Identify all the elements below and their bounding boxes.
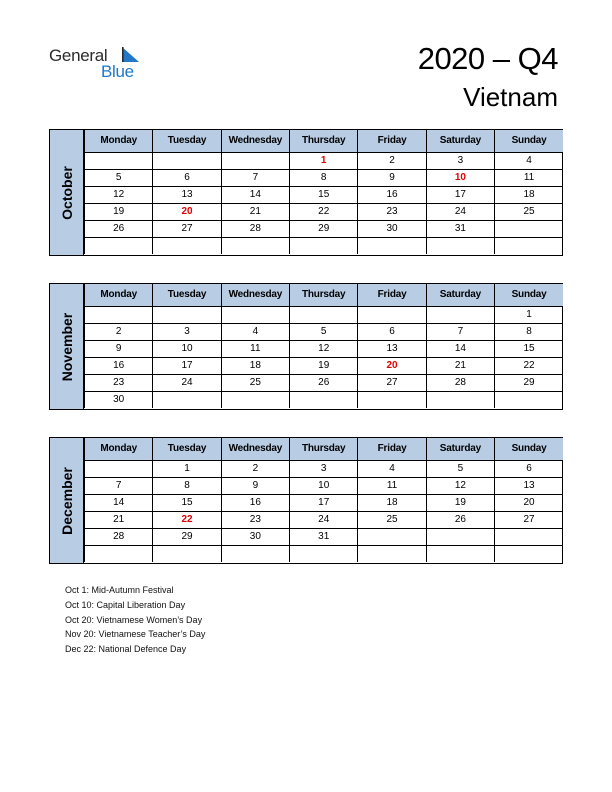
day-cell: 23 bbox=[85, 374, 153, 391]
day-cell bbox=[426, 306, 494, 323]
day-cell: 16 bbox=[221, 494, 289, 511]
day-cell: 1 bbox=[290, 152, 358, 169]
weekday-header: Sunday bbox=[495, 438, 563, 460]
day-cell: 9 bbox=[221, 477, 289, 494]
weekday-header-row bbox=[85, 130, 564, 152]
day-cell: 8 bbox=[153, 477, 221, 494]
week-row bbox=[85, 545, 564, 562]
weekday-header: Monday bbox=[85, 438, 153, 460]
day-cell bbox=[495, 391, 563, 408]
weekday-header: Thursday bbox=[290, 130, 358, 152]
day-cell: 18 bbox=[358, 494, 426, 511]
week-row bbox=[85, 477, 564, 494]
day-cell: 11 bbox=[358, 477, 426, 494]
day-cell bbox=[85, 460, 153, 477]
day-cell: 10 bbox=[153, 340, 221, 357]
day-cell: 10 bbox=[426, 169, 494, 186]
day-cell: 24 bbox=[426, 203, 494, 220]
day-cell: 20 bbox=[153, 203, 221, 220]
day-cell: 31 bbox=[426, 220, 494, 237]
day-cell bbox=[426, 237, 494, 254]
day-cell: 29 bbox=[495, 374, 563, 391]
weekday-header: Tuesday bbox=[153, 284, 221, 306]
day-cell bbox=[495, 528, 563, 545]
day-cell: 12 bbox=[290, 340, 358, 357]
day-cell bbox=[290, 237, 358, 254]
day-cell: 21 bbox=[85, 511, 153, 528]
day-cell bbox=[290, 391, 358, 408]
day-cell: 4 bbox=[495, 152, 563, 169]
weekday-header: Saturday bbox=[426, 438, 494, 460]
holiday-note: Oct 10: Capital Liberation Day bbox=[65, 599, 186, 610]
day-cell: 19 bbox=[85, 203, 153, 220]
page-title: 2020 – Q4 bbox=[417, 41, 558, 76]
day-cell: 17 bbox=[290, 494, 358, 511]
day-cell: 18 bbox=[221, 357, 289, 374]
day-cell: 28 bbox=[426, 374, 494, 391]
day-cell bbox=[153, 237, 221, 254]
month-name: October bbox=[58, 165, 75, 220]
day-cell: 4 bbox=[221, 323, 289, 340]
month-grid bbox=[84, 130, 563, 254]
logo bbox=[49, 44, 149, 84]
day-cell bbox=[358, 545, 426, 562]
day-cell bbox=[495, 545, 563, 562]
day-cell: 25 bbox=[495, 203, 563, 220]
country-name: Vietnam bbox=[463, 82, 558, 112]
weekday-header-row bbox=[85, 438, 564, 460]
day-cell: 23 bbox=[221, 511, 289, 528]
weekday-header: Monday bbox=[85, 284, 153, 306]
day-cell: 19 bbox=[290, 357, 358, 374]
week-row bbox=[85, 494, 564, 511]
day-cell: 5 bbox=[85, 169, 153, 186]
day-cell: 17 bbox=[153, 357, 221, 374]
day-cell: 14 bbox=[221, 186, 289, 203]
day-cell bbox=[358, 528, 426, 545]
week-row bbox=[85, 374, 564, 391]
week-row bbox=[85, 186, 564, 203]
week-row bbox=[85, 169, 564, 186]
day-cell: 26 bbox=[85, 220, 153, 237]
logo-flag-icon bbox=[122, 47, 140, 63]
week-row bbox=[85, 460, 564, 477]
day-cell: 23 bbox=[358, 203, 426, 220]
day-cell bbox=[85, 237, 153, 254]
day-cell: 8 bbox=[290, 169, 358, 186]
weekday-header: Friday bbox=[358, 438, 426, 460]
holiday-note: Nov 20: Vietnamese Teacher’s Day bbox=[65, 629, 206, 640]
day-cell: 15 bbox=[153, 494, 221, 511]
day-cell: 11 bbox=[495, 169, 563, 186]
day-cell: 5 bbox=[290, 323, 358, 340]
day-cell bbox=[85, 545, 153, 562]
calendar-november bbox=[49, 283, 563, 410]
holiday-note: Oct 1: Mid-Autumn Festival bbox=[65, 585, 174, 595]
day-cell: 26 bbox=[426, 511, 494, 528]
day-cell: 15 bbox=[290, 186, 358, 203]
day-cell: 3 bbox=[290, 460, 358, 477]
weekday-header: Saturday bbox=[426, 284, 494, 306]
day-cell: 14 bbox=[85, 494, 153, 511]
day-cell: 30 bbox=[358, 220, 426, 237]
day-cell: 9 bbox=[358, 169, 426, 186]
month-label-box bbox=[50, 130, 84, 255]
day-cell bbox=[426, 545, 494, 562]
day-cell: 11 bbox=[221, 340, 289, 357]
holiday-notes bbox=[65, 583, 205, 657]
day-cell bbox=[221, 152, 289, 169]
weekday-header: Monday bbox=[85, 130, 153, 152]
weekday-header: Tuesday bbox=[153, 130, 221, 152]
day-cell: 25 bbox=[358, 511, 426, 528]
day-cell: 5 bbox=[426, 460, 494, 477]
day-cell bbox=[426, 391, 494, 408]
day-cell: 24 bbox=[153, 374, 221, 391]
month-grid bbox=[84, 438, 563, 562]
day-cell: 22 bbox=[153, 511, 221, 528]
day-cell: 9 bbox=[85, 340, 153, 357]
month-name: December bbox=[58, 466, 75, 535]
month-label-box bbox=[50, 284, 84, 409]
day-cell: 13 bbox=[358, 340, 426, 357]
day-cell bbox=[358, 237, 426, 254]
weekday-header: Friday bbox=[358, 284, 426, 306]
day-cell: 1 bbox=[495, 306, 563, 323]
day-cell: 19 bbox=[426, 494, 494, 511]
day-cell bbox=[153, 545, 221, 562]
day-cell bbox=[495, 237, 563, 254]
day-cell: 4 bbox=[358, 460, 426, 477]
week-row bbox=[85, 391, 564, 408]
day-cell bbox=[290, 306, 358, 323]
day-cell: 16 bbox=[85, 357, 153, 374]
weekday-header: Tuesday bbox=[153, 438, 221, 460]
day-cell bbox=[153, 391, 221, 408]
day-cell: 2 bbox=[358, 152, 426, 169]
day-cell: 13 bbox=[153, 186, 221, 203]
day-cell: 13 bbox=[495, 477, 563, 494]
day-cell: 3 bbox=[426, 152, 494, 169]
day-cell: 18 bbox=[495, 186, 563, 203]
day-cell bbox=[153, 152, 221, 169]
day-cell: 12 bbox=[426, 477, 494, 494]
day-cell: 30 bbox=[221, 528, 289, 545]
day-cell: 27 bbox=[358, 374, 426, 391]
day-cell: 7 bbox=[221, 169, 289, 186]
day-cell bbox=[85, 152, 153, 169]
day-cell: 30 bbox=[85, 391, 153, 408]
day-cell: 29 bbox=[290, 220, 358, 237]
month-name: November bbox=[58, 312, 75, 381]
day-cell: 3 bbox=[153, 323, 221, 340]
week-row bbox=[85, 323, 564, 340]
holiday-note: Oct 20: Vietnamese Women’s Day bbox=[65, 614, 203, 625]
week-row bbox=[85, 237, 564, 254]
weekday-header: Wednesday bbox=[221, 438, 289, 460]
day-cell: 17 bbox=[426, 186, 494, 203]
day-cell: 14 bbox=[426, 340, 494, 357]
day-cell: 27 bbox=[153, 220, 221, 237]
day-cell bbox=[358, 306, 426, 323]
day-cell: 24 bbox=[290, 511, 358, 528]
logo-text-general: General bbox=[49, 46, 108, 65]
day-cell: 21 bbox=[221, 203, 289, 220]
day-cell: 6 bbox=[358, 323, 426, 340]
week-row bbox=[85, 306, 564, 323]
weekday-header: Sunday bbox=[495, 284, 563, 306]
day-cell: 28 bbox=[85, 528, 153, 545]
day-cell: 2 bbox=[85, 323, 153, 340]
week-row bbox=[85, 357, 564, 374]
day-cell bbox=[426, 528, 494, 545]
weekday-header: Wednesday bbox=[221, 284, 289, 306]
month-grid bbox=[84, 284, 563, 408]
weekday-header: Thursday bbox=[290, 284, 358, 306]
day-cell: 27 bbox=[495, 511, 563, 528]
day-cell: 29 bbox=[153, 528, 221, 545]
day-cell: 7 bbox=[426, 323, 494, 340]
weekday-header: Thursday bbox=[290, 438, 358, 460]
week-row bbox=[85, 220, 564, 237]
day-cell: 21 bbox=[426, 357, 494, 374]
day-cell bbox=[290, 545, 358, 562]
week-row bbox=[85, 340, 564, 357]
day-cell bbox=[153, 306, 221, 323]
week-row bbox=[85, 152, 564, 169]
day-cell bbox=[221, 545, 289, 562]
day-cell: 12 bbox=[85, 186, 153, 203]
day-cell: 6 bbox=[153, 169, 221, 186]
day-cell: 8 bbox=[495, 323, 563, 340]
day-cell: 2 bbox=[221, 460, 289, 477]
holiday-note: Dec 22: National Defence Day bbox=[65, 644, 187, 655]
day-cell bbox=[495, 220, 563, 237]
calendar-october bbox=[49, 129, 563, 256]
day-cell: 22 bbox=[495, 357, 563, 374]
day-cell: 7 bbox=[85, 477, 153, 494]
week-row bbox=[85, 511, 564, 528]
weekday-header-row bbox=[85, 284, 564, 306]
weekday-header: Saturday bbox=[426, 130, 494, 152]
day-cell: 25 bbox=[221, 374, 289, 391]
day-cell bbox=[221, 306, 289, 323]
week-row bbox=[85, 528, 564, 545]
week-row bbox=[85, 203, 564, 220]
day-cell: 20 bbox=[358, 357, 426, 374]
day-cell: 15 bbox=[495, 340, 563, 357]
day-cell bbox=[358, 391, 426, 408]
day-cell bbox=[221, 237, 289, 254]
day-cell: 1 bbox=[153, 460, 221, 477]
weekday-header: Friday bbox=[358, 130, 426, 152]
logo-text-blue: Blue bbox=[101, 62, 134, 81]
weekday-header: Wednesday bbox=[221, 130, 289, 152]
day-cell bbox=[221, 391, 289, 408]
day-cell: 22 bbox=[290, 203, 358, 220]
calendar-december bbox=[49, 437, 563, 564]
day-cell bbox=[85, 306, 153, 323]
day-cell: 31 bbox=[290, 528, 358, 545]
day-cell: 16 bbox=[358, 186, 426, 203]
day-cell: 28 bbox=[221, 220, 289, 237]
day-cell: 20 bbox=[495, 494, 563, 511]
month-label-box bbox=[50, 438, 84, 563]
day-cell: 26 bbox=[290, 374, 358, 391]
day-cell: 10 bbox=[290, 477, 358, 494]
weekday-header: Sunday bbox=[495, 130, 563, 152]
day-cell: 6 bbox=[495, 460, 563, 477]
